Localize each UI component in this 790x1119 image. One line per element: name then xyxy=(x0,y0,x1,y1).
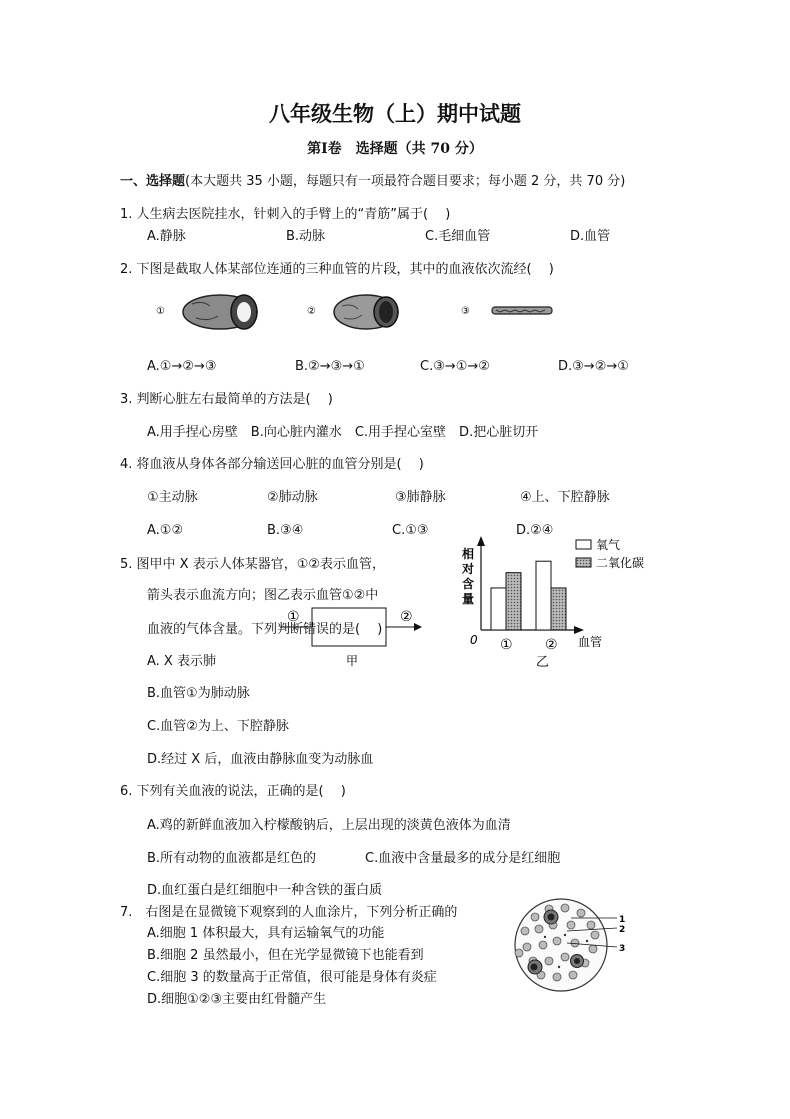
origin-label: 0 xyxy=(470,633,478,647)
q1-option-a: A.静脉 xyxy=(147,229,186,244)
q6-option-a: A.鸡的新鲜血液加入柠檬酸钠后，上层出现的淡黄色液体为血清 xyxy=(147,818,511,833)
jia-label-out: ② xyxy=(400,609,413,625)
ylabel-char-4: 量 xyxy=(462,592,475,606)
bar-oxygen-2 xyxy=(536,561,551,630)
smear-label-3: 3 xyxy=(619,944,626,954)
q2-option-c: C.③→①→② xyxy=(420,359,490,374)
q4-item-4: ④上、下腔静脉 xyxy=(520,490,610,505)
page-title: 八年级生物（上）期中试题 xyxy=(269,101,521,126)
ylabel-char-1: 相 xyxy=(462,547,475,561)
xlabel: 血管 xyxy=(578,635,603,649)
q5-option-d: D.经过 X 后，血液由静脉血变为动脉血 xyxy=(147,752,374,767)
q6-option-c: C.血液中含量最多的成分是红细胞 xyxy=(365,851,561,866)
q5-option-a: A. X 表示肺 xyxy=(147,654,216,669)
q7-option-a: A.细胞 1 体积最大，具有运输氧气的功能 xyxy=(147,926,385,941)
q7-option-d: D.细胞①②③主要由红骨髓产生 xyxy=(147,992,327,1007)
q1-option-c: C.毛细血管 xyxy=(425,229,491,244)
q3-options: A.用手捏心房壁 B.向心脏内灌水 C.用手捏心室壁 D.把心脏切开 xyxy=(147,425,539,440)
q4-option-b: B.③④ xyxy=(267,523,304,538)
bar-co2-1 xyxy=(506,573,521,630)
q5-stem-line-2: 箭头表示血流方向；图乙表示血管①②中 xyxy=(147,588,379,603)
bar-oxygen-1 xyxy=(491,588,506,630)
y-axis-arrow-icon xyxy=(477,536,485,546)
q6-stem: 6. 下列有关血液的说法，正确的是( ) xyxy=(120,784,346,799)
legend-swatch-oxygen xyxy=(576,540,591,549)
q4-option-a: A.①② xyxy=(147,523,184,538)
q2-label-2: ② xyxy=(307,306,316,317)
flow-arrow-icon xyxy=(414,623,422,631)
capillary-section-image xyxy=(492,307,552,314)
legend-label-co2: 二氧化碳 xyxy=(596,556,645,570)
artery-section-image xyxy=(183,295,257,329)
q4-stem: 4. 将血液从身体各部分输送回心脏的血管分别是( ) xyxy=(120,457,424,472)
q4-item-1: ①主动脉 xyxy=(147,490,198,505)
legend-label-oxygen: 氧气 xyxy=(596,538,621,552)
q7-option-b: B.细胞 2 虽然最小，但在光学显微镜下也能看到 xyxy=(147,948,424,963)
page-subtitle: 第Ⅰ卷 选择题（共 70 分） xyxy=(307,141,483,157)
q6-option-d: D.血红蛋白是红细胞中一种含铁的蛋白质 xyxy=(147,883,383,898)
x-tick-label-1: ① xyxy=(500,637,513,653)
q6-option-b: B.所有动物的血液都是红色的 xyxy=(147,851,317,866)
q5-chart-yi xyxy=(456,532,666,672)
ylabel-char-2: 对 xyxy=(462,562,475,576)
organ-x-box xyxy=(312,608,386,646)
q5-stem-line-3: 血液的气体含量。下列判断错误的是( ) xyxy=(147,622,383,637)
q5-option-b: B.血管①为肺动脉 xyxy=(147,686,250,701)
q4-option-c: C.①③ xyxy=(392,523,429,538)
ylabel-char-3: 含 xyxy=(462,577,475,591)
q7-option-c: C.细胞 3 的数量高于正常值，很可能是身体有炎症 xyxy=(147,970,437,985)
q7-blood-smear-figure xyxy=(505,895,640,995)
yi-caption: 乙 xyxy=(536,655,550,670)
smear-label-1: 1 xyxy=(619,915,626,925)
section-heading xyxy=(120,174,625,190)
q5-figure-jia xyxy=(280,602,430,672)
q2-stem: 2. 下图是截取人体某部位连通的三种血管的片段，其中的血液依次流经( ) xyxy=(120,262,554,277)
q1-option-d: D.血管 xyxy=(570,229,611,244)
q1-stem: 1. 人生病去医院挂水，针刺入的手臂上的“青筋”属于( ) xyxy=(120,207,451,222)
q1-option-b: B.动脉 xyxy=(286,229,326,244)
q2-label-1: ① xyxy=(156,306,165,317)
vein-section-image xyxy=(334,295,398,329)
x-tick-label-2: ② xyxy=(545,637,558,653)
jia-label-in: ① xyxy=(287,609,300,625)
q2-option-d: D.③→②→① xyxy=(558,359,629,374)
q5-stem-line-1: 5. 图甲中 X 表示人体某器官，①②表示血管， xyxy=(120,557,386,572)
smear-label-2: 2 xyxy=(619,925,626,935)
q7-stem: 7. 右图是在显微镜下观察到的人血涂片，下列分析正确的 xyxy=(120,905,458,920)
q2-label-3: ③ xyxy=(461,306,470,317)
q4-item-2: ②肺动脉 xyxy=(267,490,318,505)
legend-swatch-co2 xyxy=(576,558,591,567)
q4-option-d: D.②④ xyxy=(516,523,554,538)
q2-vessel-figure xyxy=(140,288,580,348)
x-axis-arrow-icon xyxy=(574,626,584,634)
jia-caption: 甲 xyxy=(346,654,359,668)
q2-option-a: A.①→②→③ xyxy=(147,359,217,374)
q5-option-c: C.血管②为上、下腔静脉 xyxy=(147,719,289,734)
q2-option-b: B.②→③→① xyxy=(295,359,365,374)
q3-stem: 3. 判断心脏左右最简单的方法是( ) xyxy=(120,392,333,407)
section-desc: (本大题共 35 小题，每题只有一项最符合题目要求；每小题 2 分，共 70 分) xyxy=(185,174,626,189)
q4-item-3: ③肺静脉 xyxy=(395,490,446,505)
section-label: 一、选择题 xyxy=(120,174,186,189)
bar-co2-2 xyxy=(551,588,566,630)
